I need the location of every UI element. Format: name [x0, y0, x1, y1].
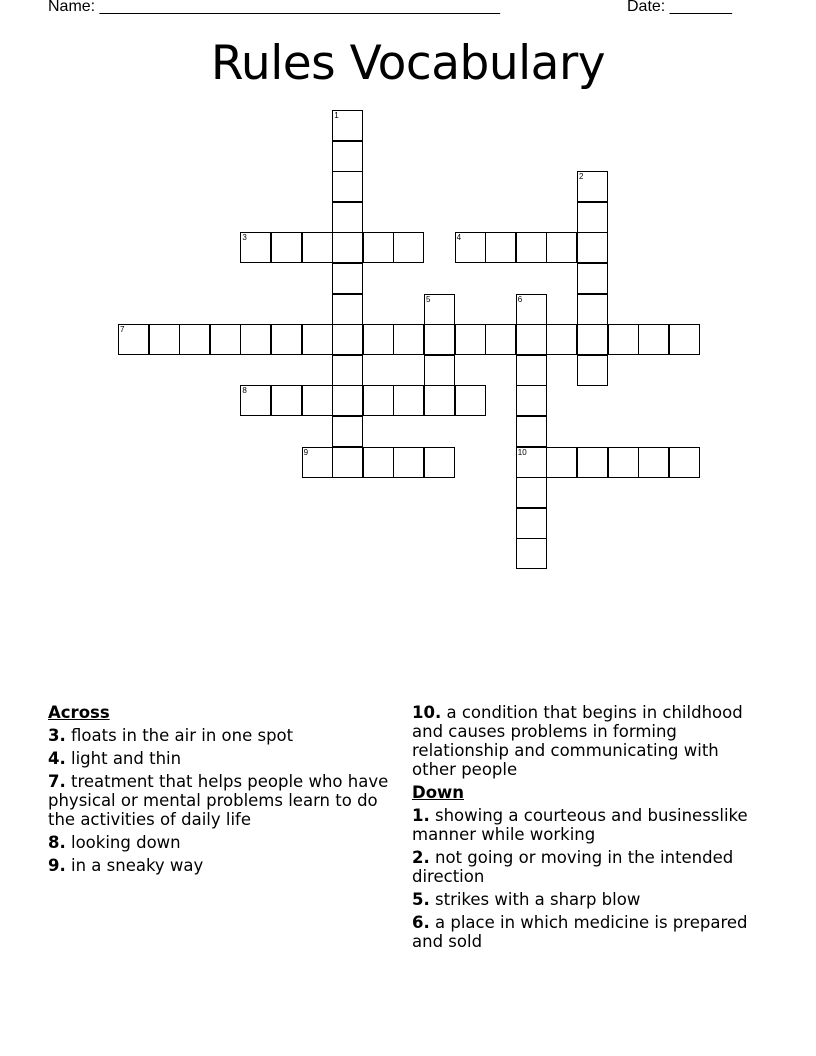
cell-number: 5 [426, 294, 431, 304]
down-clue-2 [412, 848, 752, 886]
crossword-cell[interactable] [455, 232, 486, 263]
crossword-cell[interactable] [485, 232, 516, 263]
clue-text: light and thin [71, 749, 182, 768]
crossword-cell[interactable] [240, 232, 271, 263]
clue-text: treatment that helps people who have physical or mental problems learn to do the activities of daily life [48, 772, 389, 829]
crossword-cell[interactable] [424, 447, 455, 478]
down-clue-1 [412, 806, 752, 844]
down-clue-5 [412, 890, 752, 909]
crossword-cell[interactable] [393, 324, 424, 355]
crossword-cell[interactable] [424, 355, 455, 386]
crossword-cell[interactable] [363, 385, 394, 416]
crossword-cell[interactable] [424, 324, 455, 355]
crossword-cell[interactable] [455, 324, 486, 355]
crossword-cell[interactable] [516, 232, 547, 263]
crossword-cell[interactable] [516, 508, 547, 539]
crossword-cell[interactable] [332, 355, 363, 386]
crossword-cell[interactable] [240, 385, 271, 416]
clue-number: 8. [48, 833, 66, 852]
cell-number: 9 [303, 447, 309, 457]
clue-number: 7. [48, 772, 66, 791]
cell-number: 4 [456, 233, 462, 243]
crossword-cell[interactable] [179, 324, 210, 355]
crossword-cell[interactable] [577, 294, 608, 325]
across-clue-10 [412, 703, 752, 779]
crossword-cell[interactable] [363, 232, 394, 263]
crossword-cell[interactable] [271, 232, 302, 263]
crossword-cell[interactable] [638, 324, 669, 355]
crossword-cell[interactable] [546, 232, 577, 263]
clues-right-column [412, 703, 752, 955]
crossword-cell[interactable] [516, 324, 547, 355]
page-title: Rules Vocabulary [210, 36, 606, 91]
clue-text: looking down [71, 833, 181, 852]
crossword-cell[interactable] [332, 447, 363, 478]
crossword-cell[interactable] [332, 416, 363, 447]
crossword-cell[interactable] [271, 385, 302, 416]
crossword-cell[interactable] [546, 324, 577, 355]
date-field-label: Date: _______ [627, 0, 732, 15]
across-clue-8 [48, 833, 404, 852]
crossword-cell[interactable] [271, 324, 302, 355]
clue-text: showing a courteous and businesslike manner while working [412, 806, 748, 844]
crossword-cell[interactable] [516, 385, 547, 416]
crossword-cell[interactable] [302, 385, 333, 416]
crossword-cell[interactable] [577, 202, 608, 233]
crossword-cell[interactable] [302, 324, 333, 355]
across-clue-3 [48, 726, 404, 745]
crossword-cell[interactable] [393, 447, 424, 478]
crossword-cell[interactable] [210, 324, 241, 355]
crossword-cell[interactable] [302, 447, 333, 478]
crossword-cell[interactable] [516, 294, 547, 325]
crossword-cell[interactable] [669, 447, 700, 478]
crossword-cell[interactable] [577, 324, 608, 355]
crossword-cell[interactable] [363, 447, 394, 478]
crossword-cell[interactable] [393, 232, 424, 263]
crossword-cell[interactable] [516, 447, 547, 478]
clue-text: a condition that begins in childhood and causes problems in forming relationship and communicating with other people [412, 703, 743, 779]
name-field-label: Name: _____________________________________________ [48, 0, 500, 15]
cell-number: 1 [334, 111, 339, 120]
down-heading: Down [412, 783, 465, 802]
crossword-cell[interactable] [516, 416, 547, 447]
crossword-cell[interactable] [332, 294, 363, 325]
crossword-cell[interactable] [516, 477, 547, 508]
clue-number: 4. [48, 749, 66, 768]
clue-text: in a sneaky way [71, 856, 204, 875]
crossword-cell[interactable] [149, 324, 180, 355]
crossword-cell[interactable] [577, 263, 608, 294]
crossword-cell[interactable] [577, 447, 608, 478]
clue-number: 6. [412, 913, 430, 932]
crossword-cell[interactable] [393, 385, 424, 416]
crossword-cell[interactable] [332, 324, 363, 355]
crossword-cell[interactable] [332, 232, 363, 263]
crossword-cell[interactable] [118, 324, 149, 355]
clue-text: a place in which medicine is prepared and sold [412, 913, 748, 951]
crossword-cell[interactable] [608, 447, 639, 478]
crossword-cell[interactable] [332, 263, 363, 294]
crossword-cell[interactable] [240, 324, 271, 355]
crossword-cell[interactable] [516, 538, 547, 569]
crossword-cell[interactable] [332, 385, 363, 416]
crossword-cell[interactable] [455, 385, 486, 416]
clue-number: 3. [48, 726, 66, 745]
crossword-cell[interactable] [424, 294, 455, 325]
clue-text: floats in the air in one spot [71, 726, 294, 745]
clue-number: 2. [412, 848, 430, 867]
crossword-cell[interactable] [577, 171, 608, 202]
crossword-cell[interactable] [546, 447, 577, 478]
cell-number: 3 [242, 233, 247, 243]
crossword-cell[interactable] [424, 385, 455, 416]
cell-number: 2 [579, 172, 584, 182]
across-heading: Across [48, 703, 110, 722]
across-clue-4 [48, 749, 404, 768]
crossword-cell[interactable] [577, 355, 608, 386]
cell-number: 6 [517, 294, 523, 304]
across-clue-9 [48, 856, 404, 875]
down-clue-6 [412, 913, 752, 951]
clue-text: strikes with a sharp blow [435, 890, 641, 909]
crossword-cell[interactable] [302, 232, 333, 263]
crossword-cell[interactable] [577, 232, 608, 263]
cell-number: 10 [517, 447, 527, 457]
clue-number: 5. [412, 890, 430, 909]
cell-number: 7 [120, 325, 125, 335]
clue-text: not going or moving in the intended direction [412, 848, 734, 886]
across-clue-7 [48, 772, 404, 829]
crossword-cell[interactable] [485, 324, 516, 355]
clue-number: 1. [412, 806, 430, 825]
cell-number: 8 [242, 386, 247, 396]
crossword-cell[interactable] [669, 324, 700, 355]
clues-left-column [48, 703, 404, 879]
clue-number: 10. [412, 703, 442, 722]
crossword-cell[interactable] [638, 447, 669, 478]
crossword-cell[interactable] [516, 355, 547, 386]
crossword-cell[interactable] [363, 324, 394, 355]
crossword-cell[interactable] [332, 202, 363, 233]
crossword-cell[interactable] [608, 324, 639, 355]
crossword-cell[interactable] [332, 110, 363, 141]
crossword-cell[interactable] [332, 171, 363, 202]
clue-number: 9. [48, 856, 66, 875]
crossword-cell[interactable] [332, 141, 363, 172]
